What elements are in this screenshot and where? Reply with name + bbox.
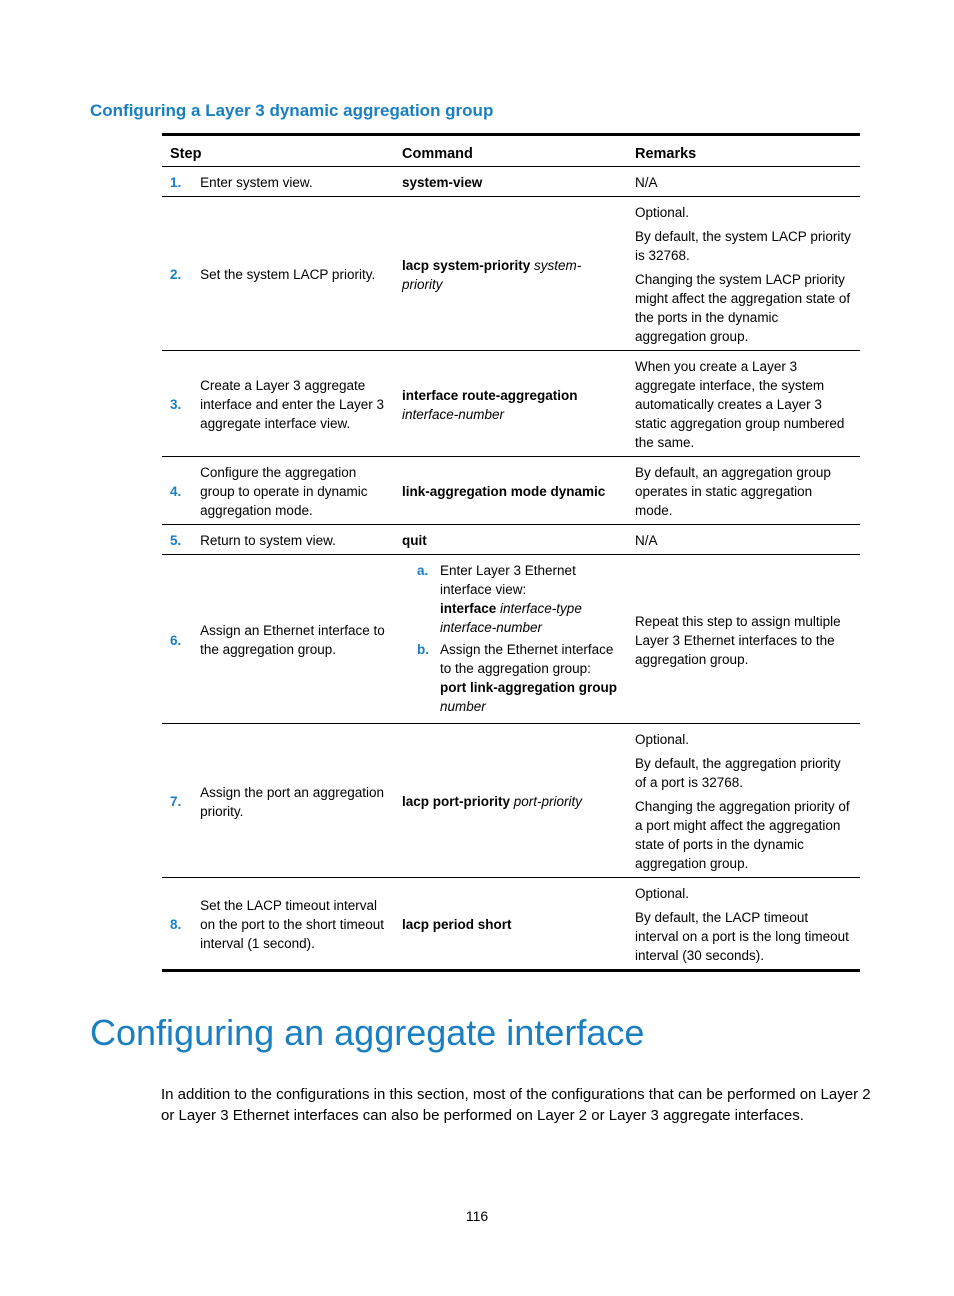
table-row — [162, 525, 860, 555]
substep-body — [440, 561, 619, 637]
command-argument: port-priority — [513, 794, 583, 809]
substep-body — [440, 640, 619, 716]
step-remarks — [627, 197, 860, 351]
step-remarks — [627, 167, 860, 197]
remark-text: Optional. — [634, 205, 690, 220]
table-row — [162, 351, 860, 457]
remark-text: Changing the aggregation priority of a port might affect the aggregation state of ports in the dynamic aggregation group. — [634, 799, 850, 871]
step-remarks — [627, 525, 860, 555]
remark-text: Changing the system LACP priority might affect the aggregation state of the ports in the dynamic aggregation group. — [634, 272, 851, 344]
step-remarks — [627, 351, 860, 457]
substep-letter: a. — [416, 563, 429, 578]
step-remarks — [627, 724, 860, 878]
substep-a — [394, 561, 619, 637]
command-keyword: interface route-aggregation — [401, 387, 578, 403]
step-remarks — [627, 878, 860, 971]
step-number: 7. — [162, 724, 192, 878]
step-description: Enter system view. — [192, 167, 394, 197]
table-row — [162, 197, 860, 351]
command-keyword: link-aggregation mode dynamic — [401, 484, 606, 499]
header-remarks: Remarks — [627, 135, 860, 167]
command-argument: interface-type interface-number — [439, 601, 582, 635]
command-keyword: lacp system-priority — [401, 257, 531, 273]
step-command — [394, 197, 627, 351]
command-keyword: quit — [401, 533, 427, 548]
step-description: Set the system LACP priority. — [192, 197, 394, 351]
step-command — [394, 878, 627, 971]
step-command — [394, 724, 627, 878]
substep-b — [394, 640, 619, 716]
table-row — [162, 878, 860, 971]
step-command — [394, 457, 627, 525]
table-row — [162, 167, 860, 197]
header-step: Step — [162, 135, 394, 167]
step-number: 6. — [162, 555, 192, 724]
command-keyword: system-view — [401, 175, 483, 190]
command-keyword: port link-aggregation group — [439, 680, 617, 695]
remark-text: Repeat this step to assign multiple Layer 3 Ethernet interfaces to the aggregation group. — [634, 613, 841, 667]
remark-text: N/A — [634, 533, 658, 548]
step-description: Configure the aggregation group to operate in dynamic aggregation mode. — [192, 457, 394, 525]
chapter-title: Configuring an aggregate interface — [90, 1012, 645, 1053]
substep-letter: b. — [416, 642, 429, 657]
step-description: Assign an Ethernet interface to the aggregation group. — [192, 555, 394, 724]
step-number: 4. — [162, 457, 192, 525]
step-description: Assign the port an aggregation priority. — [192, 724, 394, 878]
table-row — [162, 457, 860, 525]
remark-text: By default, the system LACP priority is 32768. — [634, 229, 851, 263]
substep-text: Assign the Ethernet interface to the aggregation group: — [439, 642, 614, 676]
step-command — [394, 525, 627, 555]
table-row — [162, 555, 860, 724]
section-heading: Configuring a Layer 3 dynamic aggregation group — [90, 101, 494, 120]
table-header-row — [162, 135, 860, 167]
step-number: 2. — [162, 197, 192, 351]
step-number: 5. — [162, 525, 192, 555]
configuration-steps-table — [162, 133, 860, 972]
remark-text: By default, an aggregation group operates in static aggregation mode. — [634, 465, 831, 518]
step-command — [394, 167, 627, 197]
step-description: Return to system view. — [192, 525, 394, 555]
command-argument: system-priority — [401, 257, 582, 292]
step-number: 8. — [162, 878, 192, 971]
table-row — [162, 724, 860, 878]
command-keyword: lacp period short — [401, 917, 512, 932]
remark-text: Optional. — [634, 732, 690, 747]
step-command — [394, 351, 627, 457]
remark-text: By default, the LACP timeout interval on a port is the long timeout interval (30 seconds). — [634, 910, 849, 963]
remark-text: N/A — [634, 175, 658, 190]
step-command — [394, 555, 627, 724]
remark-text: When you create a Layer 3 aggregate interface, the system automatically creates a Layer 3 static aggregation group numbered the same. — [634, 359, 845, 450]
command-argument: number — [439, 699, 486, 714]
step-remarks — [627, 457, 860, 525]
step-number: 1. — [162, 167, 192, 197]
step-description: Create a Layer 3 aggregate interface and enter the Layer 3 aggregate interface view. — [192, 351, 394, 457]
command-keyword: lacp port-priority — [401, 794, 510, 809]
intro-paragraph: In addition to the configurations in this section, most of the configurations that can be performed on Layer 2 or Layer 3 Ethernet interfaces can also be performed on Layer 2 or Layer 3 aggregate interfaces. — [161, 1086, 871, 1124]
command-keyword: interface — [439, 601, 497, 616]
page-number: 116 — [465, 1208, 489, 1224]
step-number: 3. — [162, 351, 192, 457]
header-command: Command — [394, 135, 627, 167]
command-argument: interface-number — [401, 406, 505, 422]
substep-text: Enter Layer 3 Ethernet interface view: — [439, 563, 576, 597]
remark-text: Optional. — [634, 886, 690, 901]
step-description: Set the LACP timeout interval on the port to the short timeout interval (1 second). — [192, 878, 394, 971]
step-remarks — [627, 555, 860, 724]
remark-text: By default, the aggregation priority of a port is 32768. — [634, 756, 841, 790]
